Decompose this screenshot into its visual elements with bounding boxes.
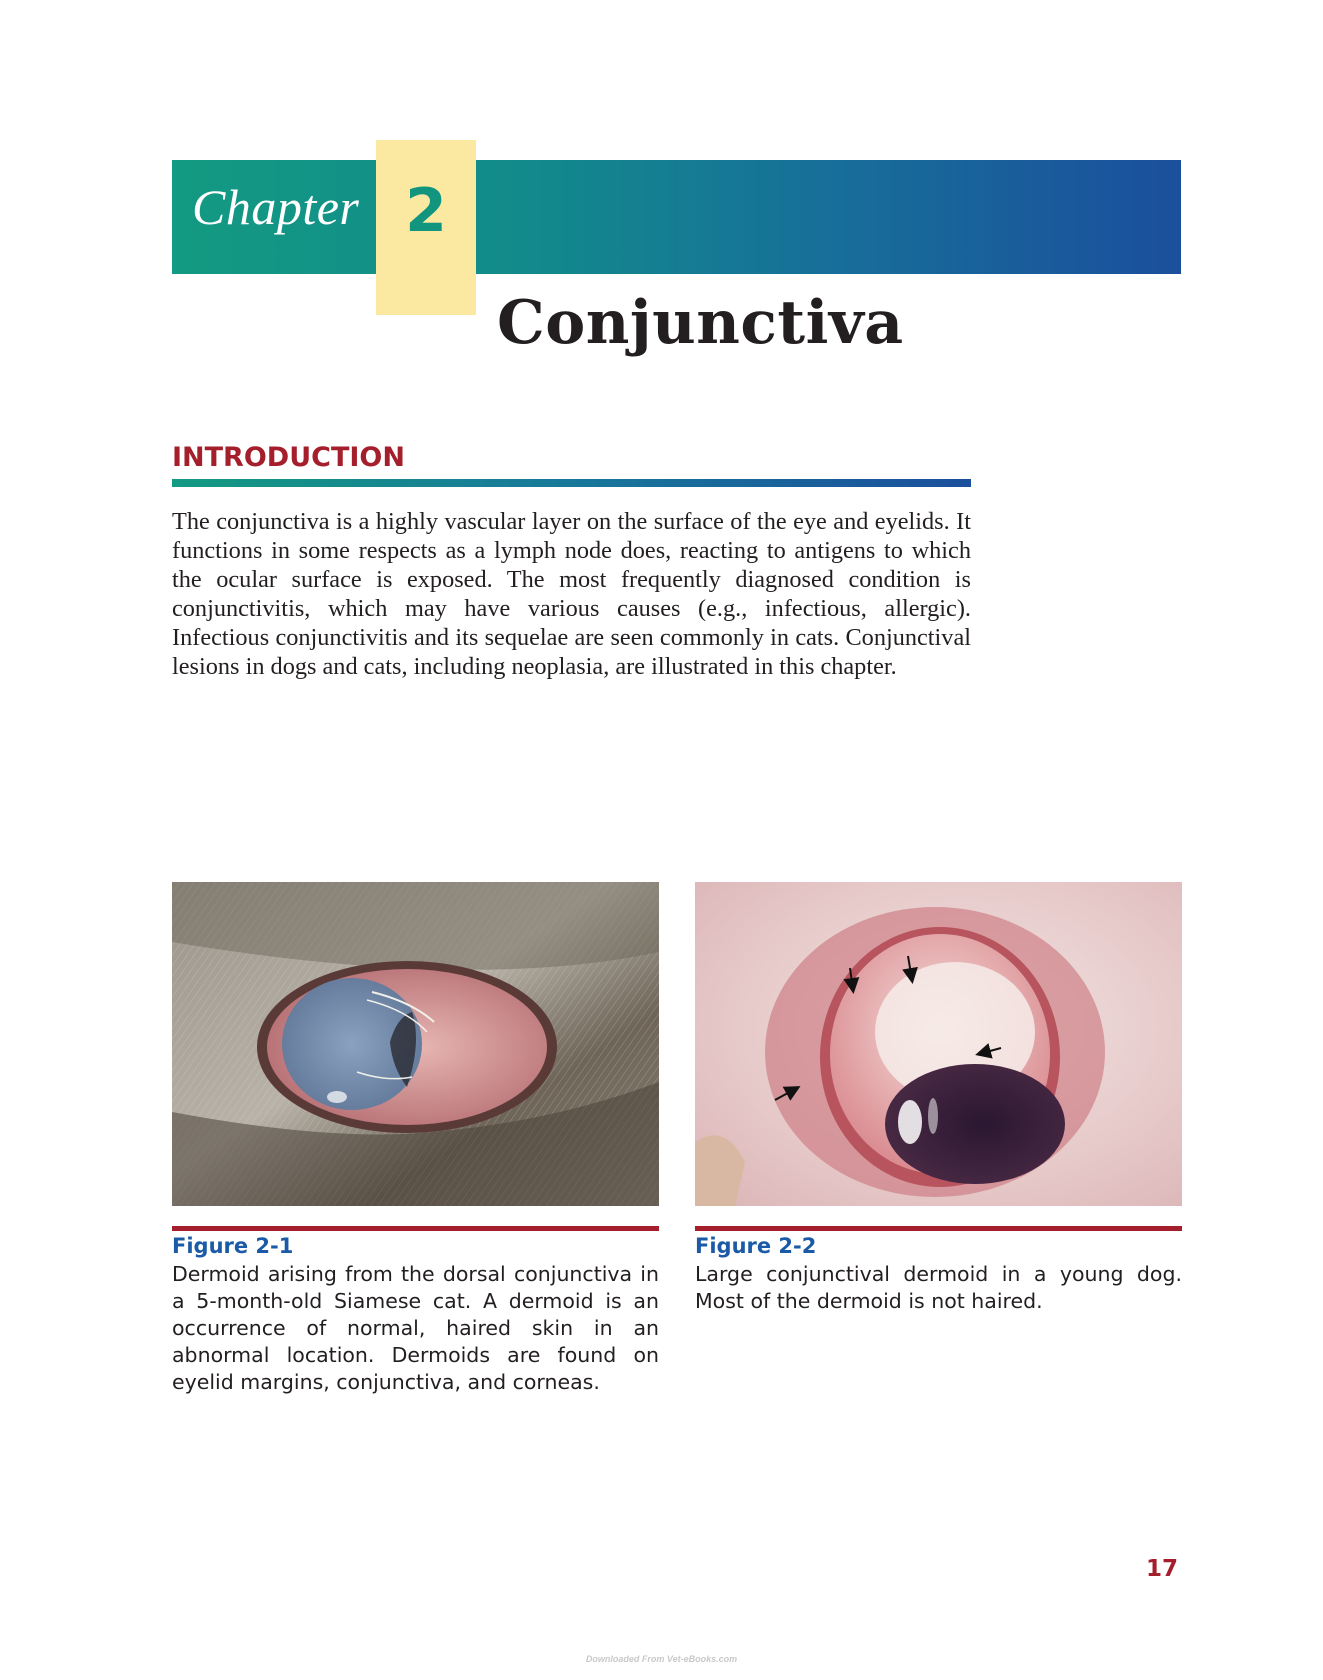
- section-heading: INTRODUCTION: [172, 442, 405, 473]
- section-rule: [172, 479, 971, 487]
- chapter-label: Chapter: [192, 179, 360, 235]
- figure-2-1-label: Figure 2-1: [172, 1234, 294, 1258]
- figure-2-1-photo: [172, 882, 659, 1206]
- figure-2-2-label: Figure 2-2: [695, 1234, 817, 1258]
- page-number: 17: [1146, 1556, 1179, 1582]
- figure-2-2-rule: [695, 1226, 1182, 1231]
- figure-2-1-rule: [172, 1226, 659, 1231]
- chapter-title: Conjunctiva: [497, 288, 904, 358]
- figure-2-1-caption: Dermoid arising from the dorsal conjunctiva in a 5-month-old Siamese cat. A dermoid is an occurrence of normal, haired skin in an abnormal location. Dermoids are found on eyelid margins, conjunctiva, and corneas.: [172, 1262, 659, 1394]
- intro-paragraph: The conjunctiva is a highly vascular layer on the surface of the eye and eyelids. It functions in some respects as a lymph node does, reacting to antigens to which the ocular surface is exposed. The most frequently diagnosed condition is conjunctivitis, which may have various causes (e.g., infectious, allergic). Infectious conjunctivitis and its sequelae are seen commonly in cats. Conjunctival lesions in dogs and cats, including neoplasia, are illustrated in this chapter.: [172, 508, 971, 680]
- figure-2-2-caption: Large conjunctival dermoid in a young dog. Most of the dermoid is not haired.: [695, 1262, 1182, 1313]
- chapter-number: 2: [405, 176, 447, 246]
- footer-note: Downloaded From Vet-eBooks.com: [585, 1654, 738, 1664]
- figure-2-2-photo: [695, 882, 1182, 1206]
